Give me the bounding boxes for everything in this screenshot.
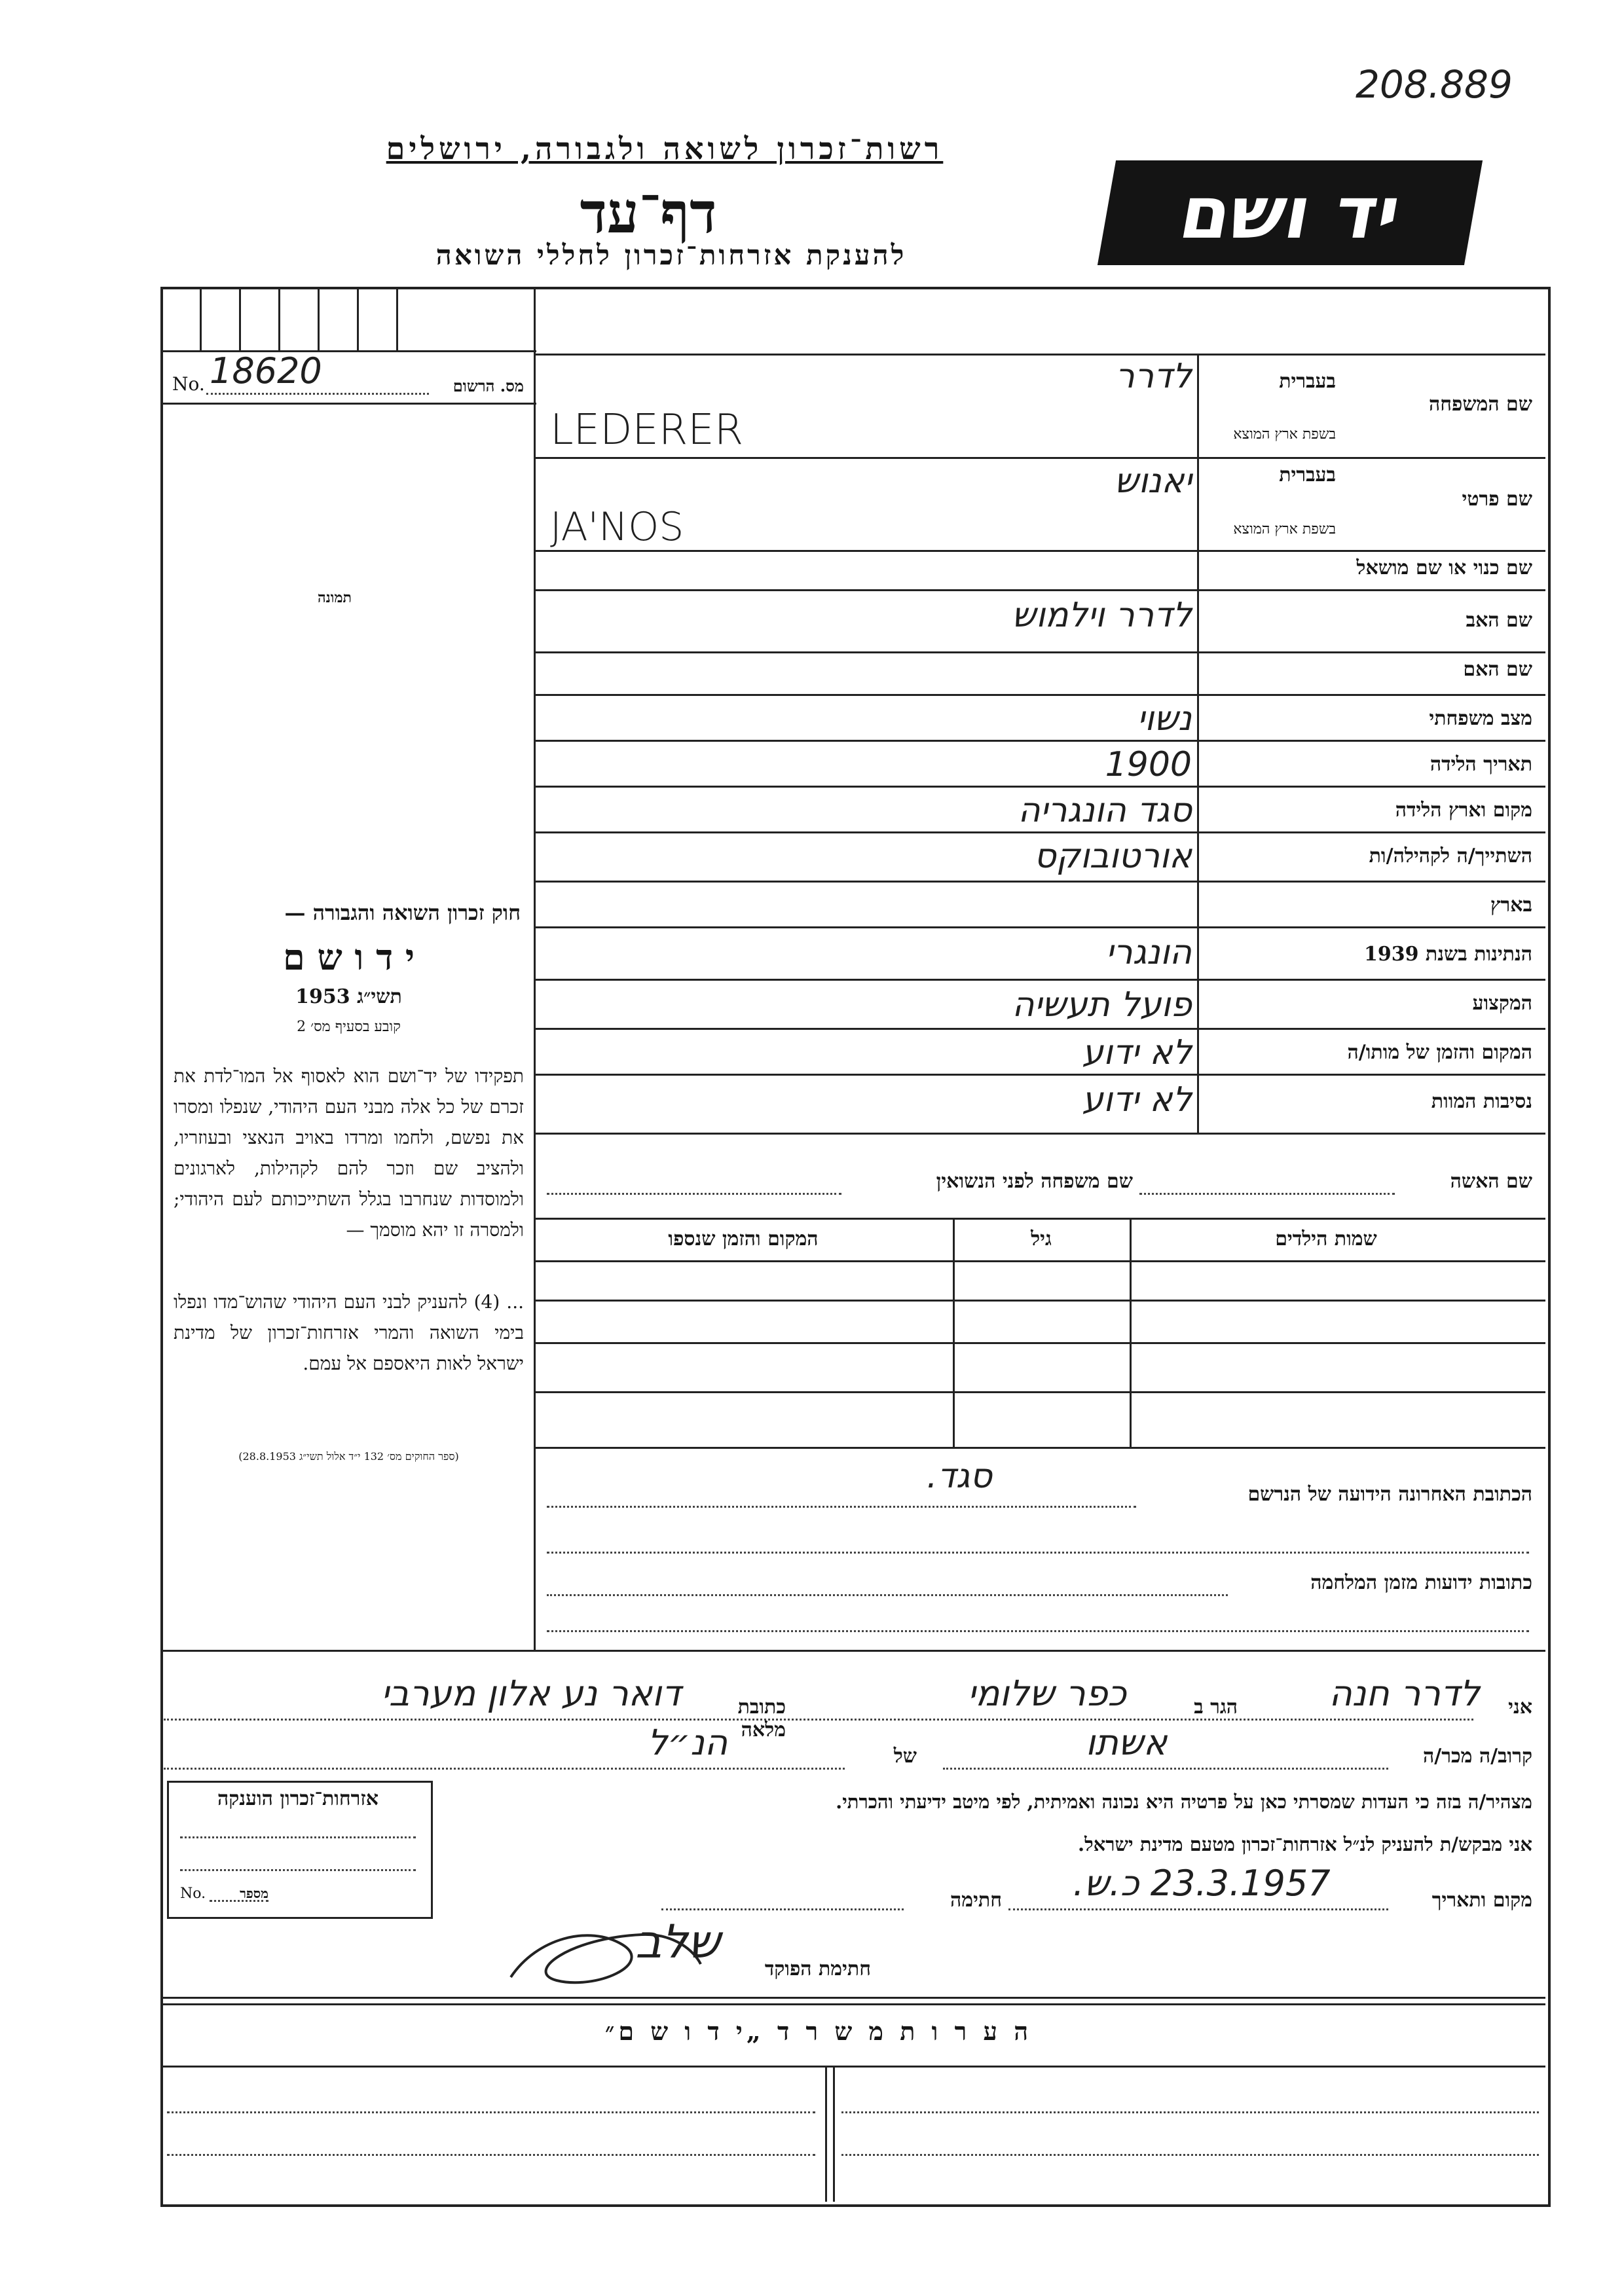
office-notes-title: ה ע ר ו ת מ ש ר ד „י ד ו ש ם״ bbox=[604, 2016, 1033, 2046]
birth-place-label: מקום וארץ הלידה bbox=[1395, 799, 1532, 822]
law-title: חוק זכרון השואה והגבורה — bbox=[284, 900, 521, 925]
registration-label: מס. הרשום bbox=[452, 376, 524, 395]
form-title: דף־עד bbox=[580, 180, 717, 246]
stamp-box-title: אזרחות־זכרון הוענקה bbox=[217, 1787, 379, 1810]
community-label: השתייך/ה לקהילה/ות bbox=[1369, 845, 1532, 867]
statement-1: מצהיר/ה בזה כי העדות שמסרתי כאן על פרטיה היא נכונה ואמיתית, לפי מיטב ידיעתי והכרתי. bbox=[836, 1791, 1532, 1813]
resident-label: הגר ב bbox=[1194, 1696, 1238, 1719]
family-name-label: שם המשפחה bbox=[1428, 393, 1532, 416]
wife-label: שם האשה bbox=[1450, 1170, 1532, 1193]
marital-status-label: מצב משפחתי bbox=[1429, 707, 1532, 730]
yad-vashem-logo bbox=[1098, 160, 1483, 265]
signature-label: חתימה bbox=[950, 1889, 1002, 1912]
handwritten-number: 208.889 bbox=[1356, 62, 1513, 107]
first-name-local-label: בשפת ארץ המוצא bbox=[1233, 521, 1336, 538]
law-text-2: ... (4) להעניק לבני העם היהודי שהוש־מדו ונפלו בימי השואה והמרי אזרחות־זכרון של מדינת ישראל לאות היאספם אל עמם. bbox=[174, 1291, 524, 1374]
community-value: אורטובוקס bbox=[1033, 837, 1192, 876]
mother-label: שם האם bbox=[1463, 658, 1532, 681]
death-label: המקום והזמן של מותו/ה bbox=[1347, 1041, 1532, 1064]
full-address-label: כתובת מלאה bbox=[737, 1696, 786, 1741]
stamp-box-mispar-label: מספר bbox=[240, 1886, 268, 1901]
declarant-ani-label: אני bbox=[1508, 1696, 1532, 1719]
registration-no-label: No. bbox=[172, 373, 205, 395]
relative-label: קרוב/ה מכר/ה bbox=[1423, 1745, 1532, 1768]
law-text-1: תפקידו של יד־ושם הוא לאסוף אל המו־לדת את זכרם של כל אלה מבני העם היהודי, שנפלו ומסרו את נפשם, ולחמו ומרדו באויב הנאצי ובעוזריו, ולהציב שם וזכר להם לקהילות, לארגונים ולמוסדות שנחרבו בגלל השתייכותם לעם היהודי; ולמסרה זו יהא מוסמך — bbox=[174, 1065, 524, 1241]
children-death-header: המקום והזמן שנספו bbox=[668, 1228, 819, 1250]
family-name-hebrew-value: לדרר bbox=[1115, 357, 1192, 396]
family-name-local-value: LEDERER bbox=[550, 406, 744, 454]
law-clause: קובע בסעיף מס׳ 2 bbox=[297, 1019, 401, 1035]
resident-value: כפר שלומי bbox=[967, 1673, 1126, 1714]
officer-signature: שלב bbox=[635, 1915, 720, 1969]
profession-value: פועל תעשיה bbox=[1012, 985, 1192, 1025]
place-date-label: מקום ותאריך bbox=[1431, 1889, 1532, 1912]
stamp-box-no-label: No. bbox=[180, 1886, 206, 1902]
officer-signature-scrawl-icon bbox=[498, 1912, 714, 1997]
place-date-value: 23.3.1957 כ.ש. bbox=[1073, 1863, 1331, 1904]
father-value: לדרר וילמוש bbox=[1012, 596, 1192, 635]
children-names-header: שמות הילדים bbox=[1275, 1228, 1377, 1250]
registration-number: 18620 bbox=[210, 350, 322, 392]
authority-line: רשות־זכרון לשואה ולגבורה, ירושלים bbox=[386, 131, 944, 166]
father-label: שם האב bbox=[1466, 609, 1532, 632]
birth-date-label: תאריך הלידה bbox=[1430, 753, 1532, 776]
birth-place-value: סגד הונגריה bbox=[1018, 791, 1192, 830]
profession-label: המקצוע bbox=[1472, 992, 1532, 1015]
first-name-local-value: JA'NOS bbox=[550, 504, 684, 550]
citizenship-value: הונגרי bbox=[1105, 933, 1192, 972]
first-name-hebrew-value: יאנוש bbox=[1114, 462, 1192, 501]
birth-date-value: 1900 bbox=[1105, 745, 1192, 784]
last-address-label: הכתובת האחרונה הידועה של הנרשם bbox=[1247, 1483, 1532, 1506]
family-name-hebrew-label: בעברית bbox=[1279, 370, 1336, 393]
of-value: הנ״ל bbox=[647, 1722, 728, 1763]
war-address-label: כתובות ידועות מזמן המלחמה bbox=[1310, 1571, 1532, 1594]
relative-value: אשתו bbox=[1085, 1722, 1168, 1763]
wife-maiden-label: שם משפחה לפני הנשואין bbox=[936, 1170, 1133, 1193]
citizenship-label: הנתינות בשנת 1939 bbox=[1363, 943, 1532, 966]
full-address-value: דואר נע אלון מערבי bbox=[380, 1673, 681, 1714]
declarant-name: לדרר חנה bbox=[1329, 1673, 1480, 1714]
marital-status-value: נשוי bbox=[1137, 699, 1192, 738]
children-age-header: גיל bbox=[1031, 1228, 1052, 1250]
death-value: לא ידוע bbox=[1082, 1033, 1192, 1072]
law-name: י ד ו ש ם bbox=[282, 936, 415, 978]
law-reference: (ספר החוקים מס׳ 132 י״ד אלול תשי״ג 28.8.1953) bbox=[238, 1450, 459, 1463]
form-subtitle: להענקת אזרחות־זכרון לחללי השואה bbox=[435, 239, 907, 271]
first-name-label: שם פרטי bbox=[1462, 488, 1532, 511]
law-year: תשי״ג 1953 bbox=[295, 985, 402, 1008]
family-name-local-label: בשפת ארץ המוצא bbox=[1233, 426, 1336, 443]
of-label: של bbox=[893, 1745, 917, 1768]
circumstances-label: נסיבות המוות bbox=[1431, 1090, 1532, 1113]
statement-2: אני מבקש/ת להעניק לנ״ל אזרחות־זכרון מטעם מדינת ישראל. bbox=[1078, 1833, 1532, 1855]
officer-signature-label: חתימת הפוקד bbox=[764, 1958, 871, 1980]
photo-placeholder-label: תמונה bbox=[318, 589, 352, 606]
logo-text: יד ושם bbox=[1173, 171, 1407, 255]
first-name-hebrew-label: בעברית bbox=[1279, 464, 1336, 486]
circumstances-value: לא ידוע bbox=[1082, 1080, 1192, 1120]
last-address-value: סגד. bbox=[926, 1457, 993, 1496]
nickname-label: שם כנוי או שם מושאל bbox=[1356, 556, 1532, 579]
country-label: בארץ bbox=[1490, 894, 1532, 917]
